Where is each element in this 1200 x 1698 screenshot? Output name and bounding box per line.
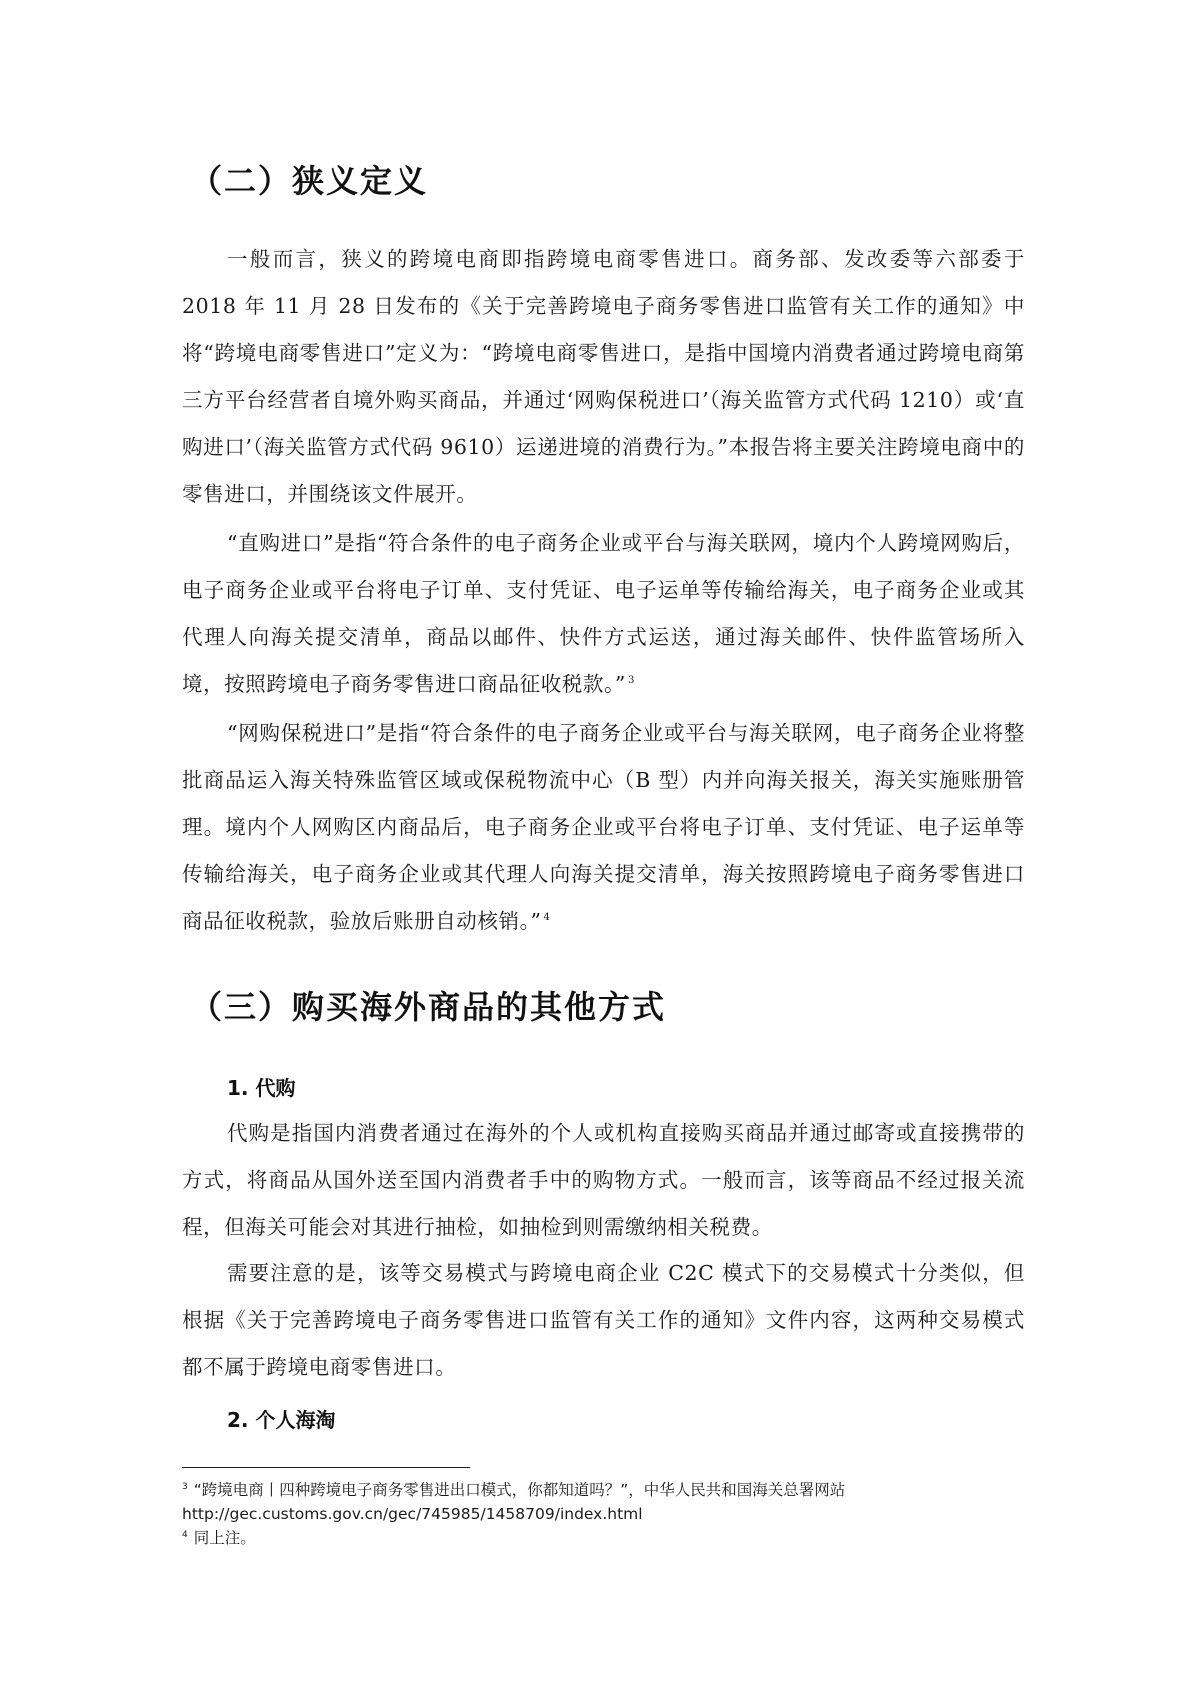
paragraph-text: “直购进口”是指“符合条件的电子商务企业或平台与海关联网，境内个人跨境网购后，电子商务企业或平台将电子订单、支付凭证、电子运单等传输给海关，电子商务企业或其代理人向海关提交清单，商品以邮件、快件方式运送，通过海关邮件、快件监管场所入境，按照跨境电子商务零售进口商品征收税款。” [182,531,1025,696]
paragraph-narrow-definition: 一般而言，狭义的跨境电商即指跨境电商零售进口。商务部、发改委等六部委于 2018 年 11 月 28 日发布的《关于完善跨境电子商务零售进口监管有关工作的通知》中将“跨境电商零售进口”定义为：“跨境电商零售进口，是指中国境内消费者通过跨境电商第三方平台经营者自境外购买商品，并通过‘网购保税进口’（海关监管方式代码 1210）或‘直购进口’（海关监管方式代码 9610）运递进境的消费行为。”本报告将主要关注跨境电商中的零售进口，并围绕该文件展开。 [182,247,1025,506]
paragraph-bonded-import [182,710,1025,945]
footnote-3 [182,1478,1025,1526]
paragraph-daigou-definition: 代购是指国内消费者通过在海外的个人或机构直接购买商品并通过邮寄或直接携带的方式，将商品从国外送至国内消费者手中的购物方式。一般而言，该等商品不经过报关流程，但海关可能会对其进行抽检，如抽检到则需缴纳相关税费。 [182,1121,1025,1239]
paragraph-text: “网购保税进口”是指“符合条件的电子商务企业或平台与海关联网，电子商务企业将整批商品运入海关特殊监管区域或保税物流中心（B 型）内并向海关报关，海关实施账册管理。境内个人网购区内商品后，电子商务企业或平台将电子订单、支付凭证、电子运单等传输给海关，电子商务企业或其代理人向海关提交清单，海关按照跨境电子商务零售进口商品征收税款，验放后账册自动核销。” [182,721,1025,933]
footnote-divider [182,1467,470,1468]
subheading-personal-haitao: 2. 个人海淘 [227,1408,336,1432]
document-page [182,0,1025,1698]
footnote-ref[interactable]: 3 [627,675,635,687]
footnote-number: 4 [182,1529,188,1540]
footnote-text: “跨境电商丨四种跨境电子商务零售进出口模式，你都知道吗？”，中华人民共和国海关总署网站 [193,1481,846,1499]
footnote-number: 3 [182,1481,188,1492]
footnote-ref[interactable]: 4 [543,912,551,924]
paragraph-direct-purchase-import [182,520,1025,708]
section-heading-other-methods: （三）购买海外商品的其他方式 [190,988,667,1026]
footnotes [182,1478,1025,1550]
subheading-daigou: 1. 代购 [227,1076,296,1100]
section-heading-narrow-definition: （二）狭义定义 [190,162,429,200]
footnote-text: 同上注。 [193,1529,256,1547]
paragraph-daigou-note: 需要注意的是，该等交易模式与跨境电商企业 C2C 模式下的交易模式十分类似，但根据《关于完善跨境电子商务零售进口监管有关工作的通知》文件内容，这两种交易模式都不属于跨境电商零售进口。 [182,1261,1025,1379]
footnote-url-link[interactable]: http://gec.customs.gov.cn/gec/745985/1458709/index.html [182,1505,643,1523]
footnote-4 [182,1526,1025,1550]
